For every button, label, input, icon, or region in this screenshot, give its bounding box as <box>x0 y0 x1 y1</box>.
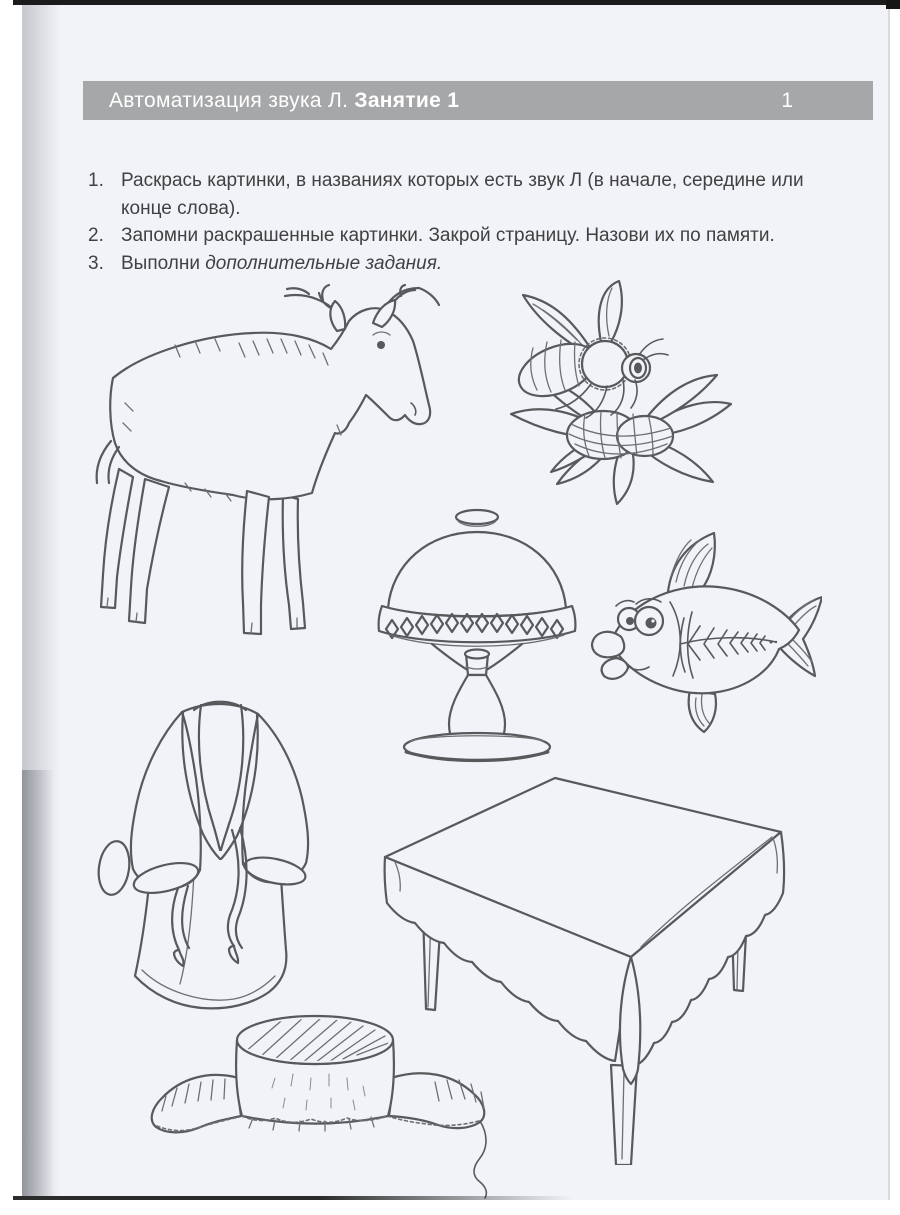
instruction-list <box>88 167 838 277</box>
instruction-item <box>88 250 838 278</box>
header-bar <box>83 81 873 120</box>
instruction-text-line: конце слова). <box>121 197 241 219</box>
fur-hat-with-earflaps-line-drawing-icon <box>135 1000 495 1210</box>
instruction-number: 2. <box>88 225 104 246</box>
instruction-item <box>88 167 838 222</box>
page-gutter-shadow-bottom <box>22 770 54 1200</box>
page-title-lesson: Занятие 1 <box>354 88 460 112</box>
fish-line-drawing-icon <box>572 520 822 740</box>
page-title-regular: Автоматизация звука Л. <box>109 88 355 112</box>
instruction-number: 3. <box>88 252 104 274</box>
bathrobe-line-drawing-icon <box>82 672 342 1022</box>
scan-top-right-edge <box>886 0 900 9</box>
page-title <box>109 89 459 113</box>
illustration-table-lamp <box>352 502 602 764</box>
instruction-text-line: Раскрась картинки, в названиях которых есть звук Л (в начале, середине или <box>121 170 804 191</box>
illustration-fish <box>572 520 822 740</box>
instruction-text-line <box>121 250 838 278</box>
instruction-text-regular: Выполни <box>121 252 206 274</box>
instruction-text <box>121 167 838 222</box>
instruction-text-italic: дополнительные задания. <box>205 252 443 274</box>
instruction-text <box>121 222 838 250</box>
instruction-text-line: Запомни раскрашенные картинки. Закрой страницу. Назови их по памяти. <box>121 225 775 246</box>
instruction-number: 1. <box>88 170 104 191</box>
bee-on-flower-line-drawing-icon <box>485 278 745 513</box>
illustration-fur-hat <box>135 1000 495 1210</box>
scan-bottom-edge <box>13 1196 573 1200</box>
worksheet-page <box>22 4 890 1200</box>
illustration-bee-on-flower <box>485 278 745 513</box>
scan-top-edge <box>13 0 900 5</box>
instruction-item <box>88 222 838 250</box>
instruction-text <box>121 250 838 278</box>
table-lamp-line-drawing-icon <box>352 502 602 764</box>
illustration-bathrobe <box>82 672 342 1022</box>
page-number: 1 <box>781 88 793 112</box>
